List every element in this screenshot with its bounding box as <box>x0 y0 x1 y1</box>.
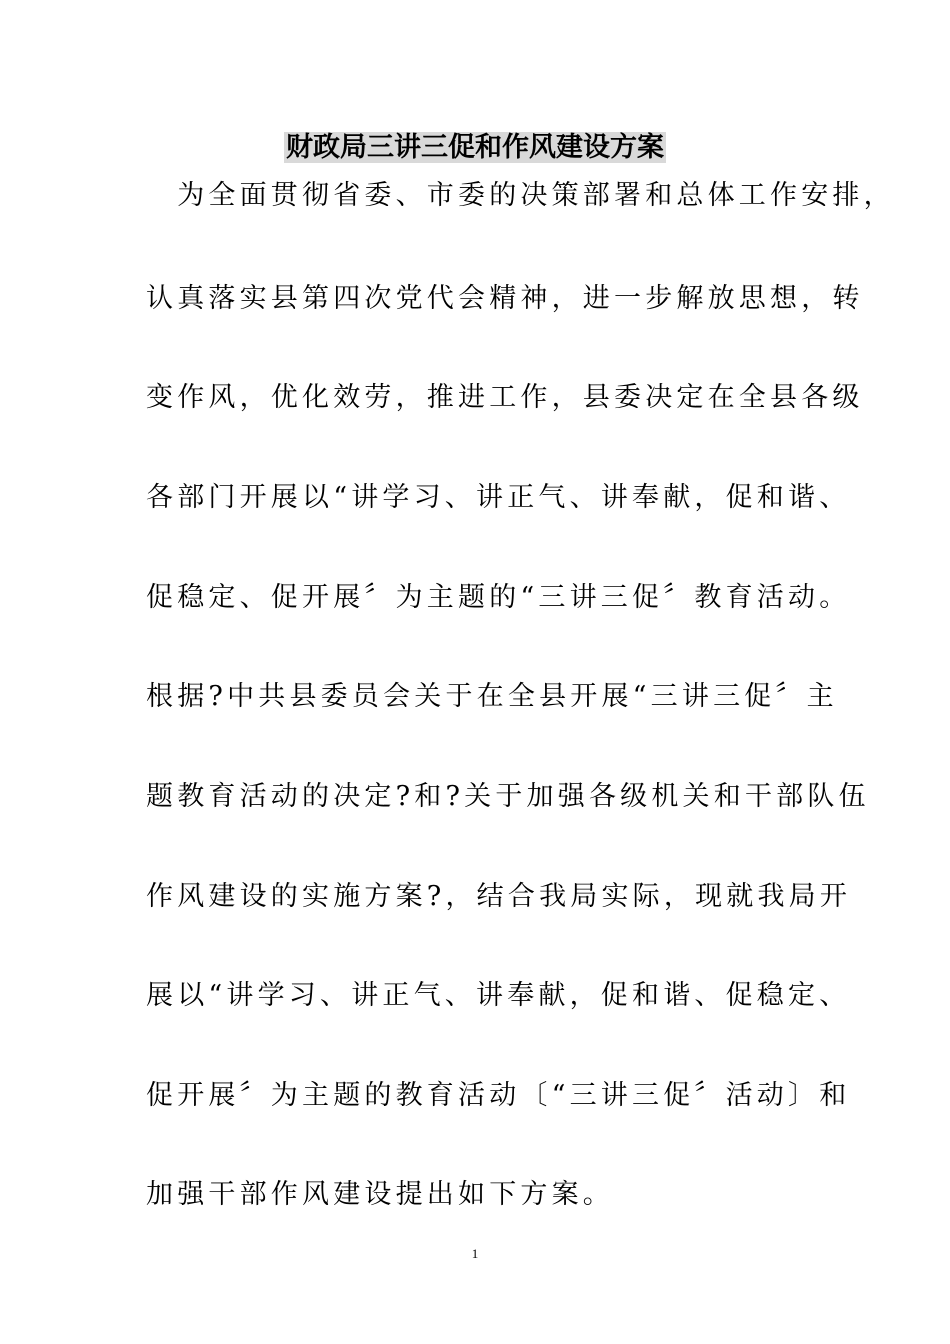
page-number: 1 <box>471 1246 479 1261</box>
body-line-10: 促开展〞为主题的教育活动〔“三讲三促〞活动〕和 <box>146 1080 851 1111</box>
document-title <box>0 128 950 168</box>
body-line-5: 促稳定、促开展〞为主题的“三讲三促〞教育活动。 <box>146 582 851 613</box>
body-line-9: 展以“讲学习、讲正气、讲奉献，促和谐、促稳定、 <box>146 980 851 1011</box>
body-line-6: 根据?中共县委员会关于在全县开展“三讲三促〞主 <box>146 681 838 712</box>
body-line-3: 变作风，优化效劳，推进工作，县委决定在全县各级 <box>146 382 864 413</box>
body-line-2: 认真落实县第四次党代会精神，进一步解放思想，转 <box>146 283 864 314</box>
body-line-4: 各部门开展以“讲学习、讲正气、讲奉献，促和谐、 <box>146 482 851 513</box>
body-line-8: 作风建设的实施方案?，结合我局实际，现就我局开 <box>146 881 852 912</box>
body-line-1: 为全面贯彻省委、市委的决策部署和总体工作安排， <box>146 180 895 211</box>
body-line-7: 题教育活动的决定?和?关于加强各级机关和干部队伍 <box>146 781 870 812</box>
document-title-text: 财政局三讲三促和作风建设方案 <box>286 132 664 163</box>
body-line-11: 加强干部作风建设提出如下方案。 <box>146 1179 614 1210</box>
